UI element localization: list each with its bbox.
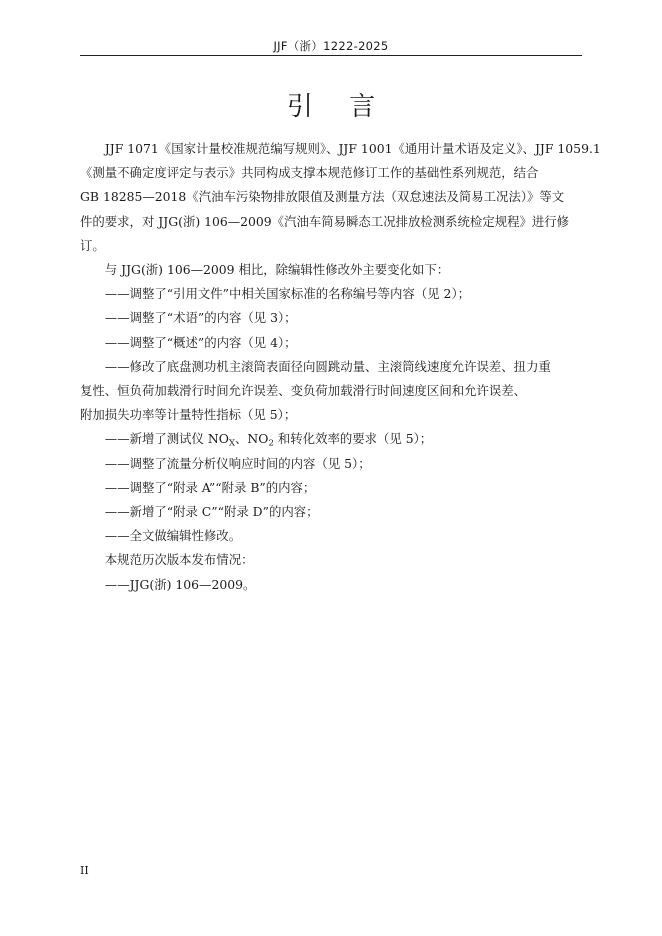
page-number: II [80, 864, 89, 877]
change-item: ——全文做编辑性修改。 [104, 528, 242, 544]
change-item-text: ——新增了测试仪 NO [104, 431, 229, 447]
intro-line: GB 18285—2018《汽油车污染物排放限值及测量方法（双怠速法及简易工况法）》等文 [80, 189, 565, 205]
no2-subscript: 2 [268, 439, 274, 450]
change-item-line: ——修改了底盘测功机主滚筒表面径向圆跳动量、主滚筒线速度允许误差、扭力重 [104, 358, 551, 374]
change-item: ——调整了“概述”的内容（见 4）； [104, 334, 297, 350]
header-divider [80, 55, 582, 56]
change-item [80, 427, 582, 451]
running-header: JJF（浙）1222-2025 [273, 39, 389, 53]
changes-intro: 与 JJG(浙) 106—2009 相比，除编辑性修改外主要变化如下： [104, 262, 450, 278]
section-title: 引 言 [286, 92, 390, 122]
history-item: ——JJG(浙) 106—2009。 [104, 576, 256, 592]
intro-line: 件的要求，对 JJG(浙) 106—2009《汽油车简易瞬态工况排放检测系统检定规程》进行修 [80, 213, 570, 229]
change-item: ——调整了“附录 A”“附录 B”的内容； [104, 479, 316, 495]
change-item: ——调整了流量分析仪响应时间的内容（见 5）； [104, 455, 371, 471]
change-item: ——新增了“附录 C”“附录 D”的内容； [104, 504, 319, 520]
document-body [80, 137, 601, 597]
change-item-line: 附加损失功率等计量特性指标（见 5）； [80, 407, 297, 423]
intro-line: 订。 [80, 237, 105, 253]
change-item-text: 和转化效率的要求（见 5）； [273, 431, 433, 447]
intro-line: 《测量不确定度评定与表示》共同构成支撑本规范修订工作的基础性系列规范，结合 [80, 165, 539, 181]
change-item-line: 复性、恒负荷加载滑行时间允许误差、变负荷加载滑行时间速度区间和允许误差、 [80, 383, 527, 399]
intro-line: JJF 1071《国家计量校准规范编写规则》、JJF 1001《通用计量术语及定义》、JJF 1059.1 [104, 141, 601, 156]
change-item: ——调整了“术语”的内容（见 3）； [104, 310, 297, 326]
history-label: 本规范历次版本发布情况： [104, 552, 254, 568]
change-item: ——调整了“引用文件”中相关国家标准的名称编号等内容（见 2）； [104, 286, 471, 302]
nox-subscript: X [228, 439, 236, 450]
change-item [80, 355, 582, 428]
intro-paragraph [80, 137, 601, 258]
change-item-text: 、NO [235, 431, 269, 447]
